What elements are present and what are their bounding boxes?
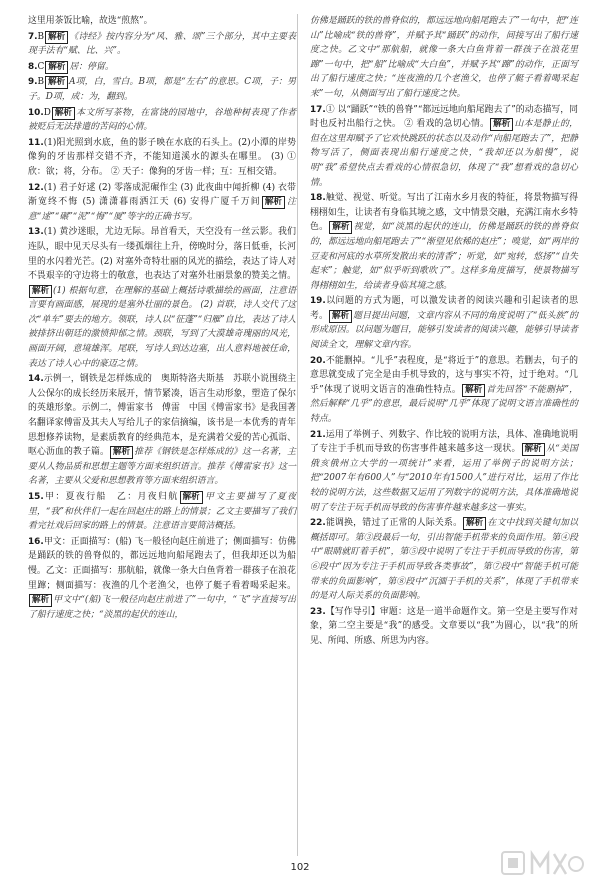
answer-entry: 22.能调换，错过了正常的人际关系。 解析 在文中找到关键句加以概括即可。第③段最后一句，引出智能手机带来的负面作用。第④段中“眼睛就盯着手机”，第⑤段中说明了专注于手机而导致的伤害，第⑥段中“因为专注于手机而导致各类事故”，第⑦段中“智能手机可能带来的负面影响”，第⑧段中“沉湎于手机的关系”，体现了手机带来的是对人际关系的负面影响。 [310,518,579,602]
answer-entry: 15.甲：夏夜行船 乙：月夜归航 解析 甲文主要描写了夏夜里，“我”和伙伴们一起在回赵庄的路上的情景；乙文主要描写了我们看完社戏后回家的路上的情景。注意语言要简洁概括。 [28,492,297,532]
answer-entry: 仿佛是踊跃的铁的兽脊似的，都远远地向船尾跑去了”一句中，把“连山”比喻成“铁的兽脊”，并赋予其“踊跃”的动作，间接写出了船行速度之快。乙文中“那航船，就像一条大白鱼背着一群孩子在浪花里蹿”一句中，把“船”比喻成“大白鱼”，并赋予其“蹿”的动作，正面写出了船行速度之快；“连夜渔的几个老渔父，也停了艇子看着喝采起来”一句，从侧面写出了船行速度之快。 [310,16,578,99]
jiexi-tag: 解析 [522,443,545,456]
jiexi-tag: 解析 [329,221,352,234]
answer-entry: 7.B 解析 《诗经》按内容分为“风、雅、颂”三个部分，其中主要表现手法有“赋、比、兴”。 [28,31,296,57]
answer-entry: 17.① 以“踊跃”“铁的兽脊”“都远远地向船尾跑去了”的动态描写，同时也反衬出船行之快。 ② 看戏的急切心情。 解析 山本是静止的，但在这里却赋予了它欢快跳跃的状态以及动作“向船尾跑去了”，把静物写活了，侧面表现出船行速度之快，“我却还以为船慢”，说明“我”希望快点去看戏的心情很急切，体现了“我”想看戏的急切心情。 [310,104,579,188]
right-column [310,14,578,650]
jiexi-tag: 解析 [52,107,75,120]
answer-entry: 9.B 解析 A项，白，雪白。B项，都是“左右”的意思。C项，子：男子。D项，成：为，翻到。 [28,77,296,102]
answer-entry: 13.(1) 黄沙迷眼，尤边无际。昂首看天，天空没有一丝云影。我们连队，眼中见天尽头有一缕孤烟往上升，傍晚时分，落日低垂，长河里的水闪着光芒。(2) 对塞外奇特壮丽的风光的描绘，表达了诗人对不畏艰辛的守边将士的敬意，也表达了对塞外壮丽景象的赞美之情。解析 (1) 根据句意，在理解的基础上概括诗歌描绘的画面，注意语言要有画面感，展现的是塞外壮丽的景色。 (2) 首联，诗人交代了这次“单车”要去的地方。领联，诗人以“征蓬”“归雁”自比，表达了诗人被排挤出朝廷的激愤抑郁之情。颈联，写到了大漠雄奇瑰丽的风光，画面开阔，意境雄浑。尾联，写诗人到达边塞，出人意料地被任命，表达了诗人心中的豪迈之情。 [28,227,296,369]
answer-entry: 这里用茶饭比喻，故选“煎熬”。 [28,16,153,26]
answer-entry: 14.示例一，钢铁是怎样炼成的 奥斯特洛夫斯基 苏联小说围绕主人公保尔的成长经历来展开，情节紧凑，语言生动形象，塑造了保尔的英雄形象。示例二，傅雷家书 傅雷 中国《傅雷家书》是我国著名翻译家傅雷及其夫人写给儿子的家信摘编，该书是一本优秀的青年思想修养读物，是素质教育的经典范本，是充满着父爱的苦心孤诣、呕心沥血的教子篇。 解析 推荐《钢铁是怎样炼成的》这一名著，主要从人物品质和思想主题等方面来组织语言。推荐《傅雷家书》这一名著，主要从父爱和思想教育等方面来组织语言。 [28,374,297,487]
answer-entry: 10.D 解析 本文所写茶物，在富饶的园地中，谷地种树表现了作者被贬后无法排遣的苦闷的心情。 [28,107,296,133]
answer-entry: 12.(1) 君子好逑 (2) 零落成泥碾作尘 (3) 此夜曲中闻折柳 (4) 衣带渐宽终不悔 (5) 潇潇暮雨洒江天 (6) 安得广厦千万间 解析 注意“逑”“碾”“泥”“悔”“厦”等字的正确书写。 [28,182,296,222]
answer-entry: 21.运用了举例子、列数字、作比较的说明方法，具体、准确地说明了专注于手机而导致的伤害事件越来越多这一现状。 解析 从“美国俄亥俄州立大学的一项统计”来看，运用了举例子的说明方法；把“2007年有600人”与“2010年有1500人”进行对比，运用了作比较的说明方法，这些数据又运用了列数字的说明方法，具体准确地说明了专注于玩手机而导致的伤害事件越来越多这一事实。 [310,429,578,513]
jiexi-tag: 解析 [45,76,68,89]
answer-entry: 20.不能删掉。“儿乎”表程度，是“将近于”的意思。若删去，句子的意思就变成了完全是由手机导致的，这与事实不符，过于绝对。“几乎”体现了说明文语言的准确性特点。 解析 首先回答“不能删掉”，然后解释“几乎”的意思，最后说明“几乎”体现了说明文语言准确性的特点。 [310,355,578,425]
jiexi-tag: 解析 [490,118,513,131]
answer-entry: 16.甲文：正面描写：(船) 飞一般径向赵庄前进了；侧面描写：仿佛是踊跃的铁的兽脊似的，都远远地向船尾跑去了，但我却还以为船慢。乙文：正面描写：那航船，就像一条大白鱼背着一群孩子在浪花里蹿；侧面描写：夜渔的几个老渔父，也停了艇子看着喝采起来。解析 甲文中“(船)飞一般径向赵庄前进了”一句中，“飞”字直接写出了船行速度之快；“淡黑的起伏的连山， [28,536,296,620]
jiexi-tag: 解析 [29,594,52,607]
left-column [28,14,296,623]
column-divider [297,14,298,856]
jiexi-tag: 解析 [45,61,68,74]
jiexi-tag: 解析 [45,31,68,44]
answer-entry: 8.C 解析 居：停留。 [28,61,114,72]
jiexi-tag: 解析 [462,384,485,397]
jiexi-tag: 解析 [463,517,486,530]
jiexi-tag: 解析 [262,196,285,209]
answer-entry: 19.以问题的方式为题，可以激发读者的阅读兴趣和引起读者的思考。 解析 题目提出问题，文章内容从不同的角度说明了“低头族”的形成原因。以问题为题目，能够引发读者的阅读兴趣，能够引导读者阅读全文，理解文章内容。 [310,296,579,351]
page-number: 102 [290,862,310,873]
jiexi-tag: 解析 [180,491,203,504]
watermark-logo-icon [496,844,586,888]
jiexi-tag: 解析 [110,446,133,459]
jiexi-tag: 解析 [29,285,52,298]
answer-entry: 18.触觉、视觉、听觉。写出了江南水乡月夜的特征，将景物描写得栩栩如生，让读者有身临其境之感，文中情景交融，充满江南水乡特色。 解析 视觉，如“淡黑的起伏的连山，仿佛是踊跃的铁的兽脊似的，都远远地向船尾跑去了”“渐望见依稀的赵庄”；嗅觉，如“两岸的豆麦和河底的水草所发散出来的清香”；听觉，如“宛转，悠扬”“自失起来”；触觉，如“似乎听到歌吹了”。这样多角度描写，使景物描写得栩栩如生，给读者身临其境之感。 [310,193,578,291]
jiexi-tag: 解析 [329,310,352,323]
answer-entry: 11.(1)阳光照到水底，鱼的影子映在水底的石头上。(2)小潭的岸势像狗的牙齿那样交错不齐，不能知道溪水的源头在哪里。 (3) ① 欣：欲；将，分布。 ② 天子：像狗的牙齿一样；互：互相交错。 [28,137,296,177]
answer-entry: 23.【写作导引】审题：这是一道半命题作文。第一空是主要写作对象，第二空主要是“我”的感受。文章要以“我”为圆心，以“我”的所见、所闻、所感、所思为内容。 [310,606,578,646]
